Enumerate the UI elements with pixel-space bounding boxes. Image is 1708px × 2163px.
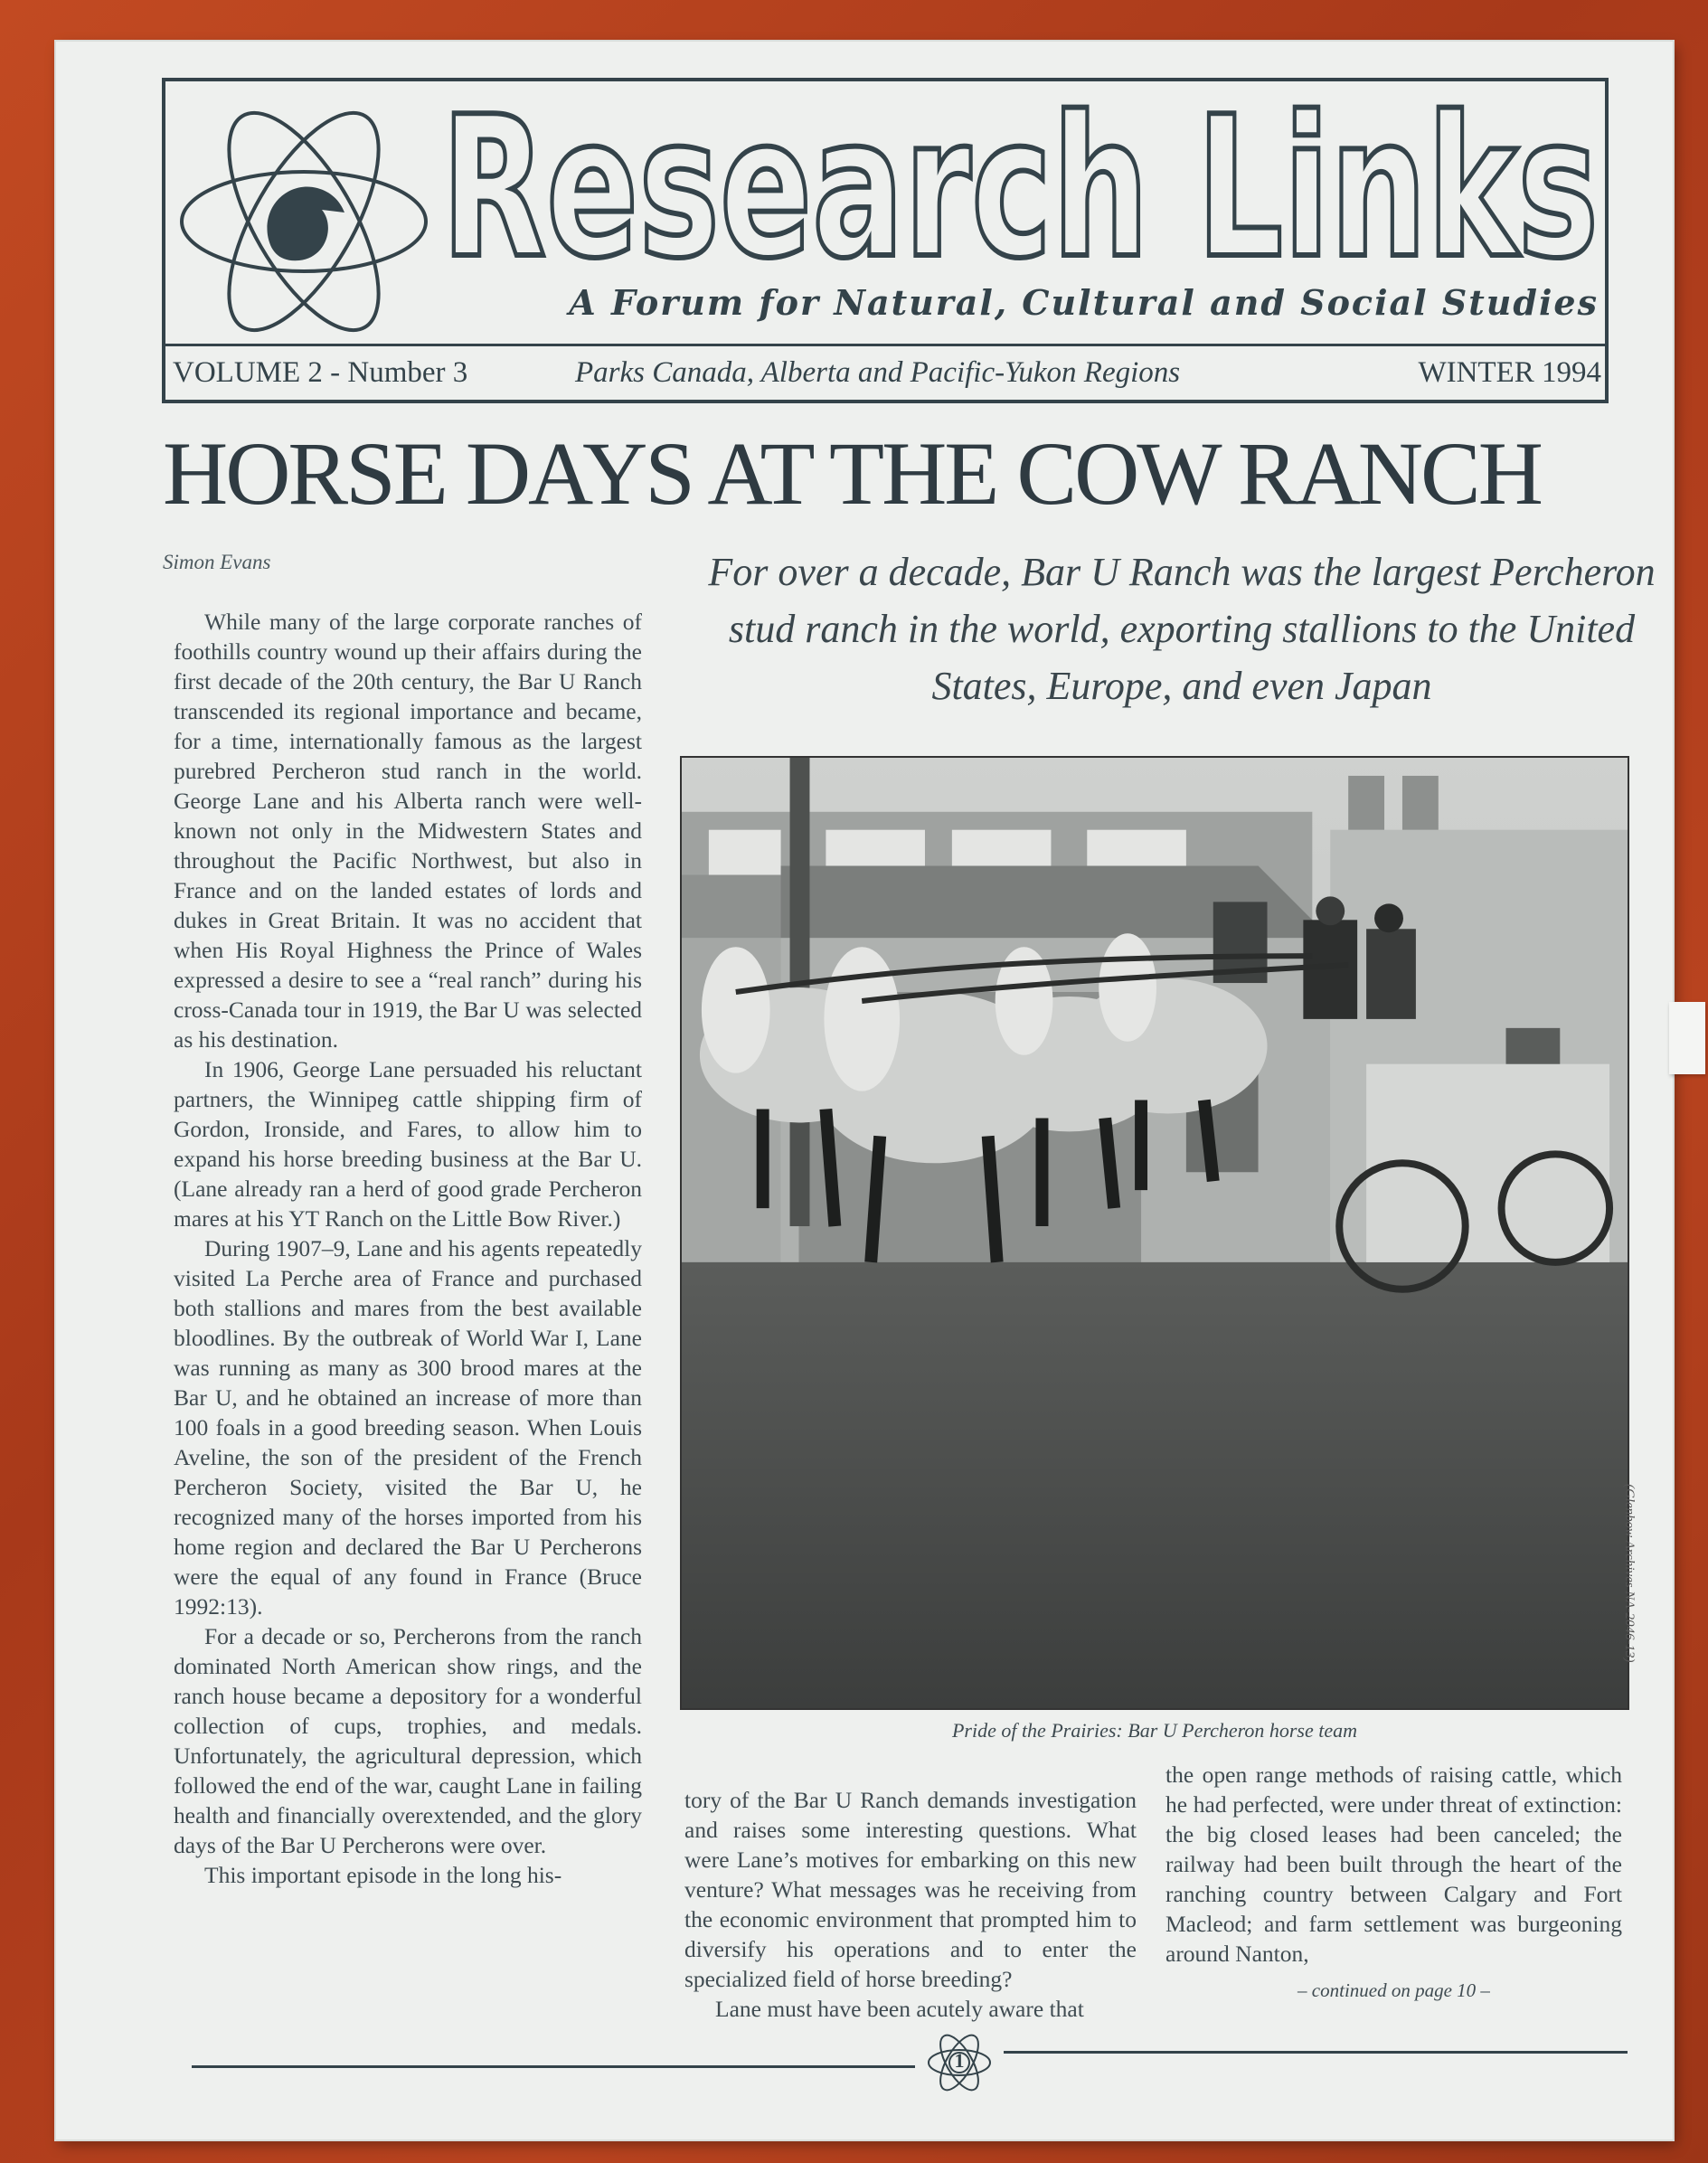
paragraph: Lane must have been acutely aware that (715, 1996, 1084, 2022)
horse-team-photo (682, 758, 1628, 1708)
svg-text:Research Links: Research Links (441, 83, 1599, 291)
paper-tab (1669, 1002, 1705, 1074)
masthead-divider (165, 344, 1605, 346)
paragraph: tory of the Bar U Ranch demands investigation and raises some interesting questions. What were Lane’s motives for embarking on this new venture? What messages was he receiving from the economic environment that prompted him to diversify his operations and to enter the specialized field of horse breeding? (684, 1787, 1137, 1992)
paragraph: In 1906, George Lane persuaded his reluctant partners, the Winnipeg cattle shipping firm of Gordon, Ironside, and Fares, to allow him to expand his horse breeding business at the Bar U. (Lane already ran a herd of good grade Percheron mares at his YT Ranch on the Little Bow River.) (174, 1056, 642, 1232)
paragraph: While many of the large corporate ranches of foothills country wound up their affairs during the first decade of the 20th century, the Bar U Ranch transcended its regional importance and became, for a time, internationally famous as the largest purebred Percheron stud ranch in the world. George Lane and his Alberta ranch were well-known not only in the Midwestern States and throughout the Pacific Northwest, but also in France and on the landed estates of lords and dukes in Great Britain. It was no accident that when His Royal Highness the Prince of Wales expressed a desire to see a “real ranch” during his cross-Canada tour in 1919, the Bar U was selected as his destination. (174, 609, 642, 1053)
masthead-tagline: A Forum for Natural, Cultural and Social Studies (569, 282, 1599, 323)
article-deck: For over a decade, Bar U Ranch was the largest Percheron stud ranch in the world, exporting stallions to the United States, Europe, and even Japan (708, 550, 1656, 708)
footer-rule (1004, 2051, 1628, 2054)
masthead (162, 78, 1609, 403)
page-number: 1 (954, 2049, 965, 2072)
continued-link[interactable]: – continued on page 10 – (1298, 1979, 1490, 2001)
article-byline: Simon Evans (163, 551, 271, 573)
issue-volume: VOLUME 2 - Number 3 (173, 356, 468, 389)
article-headline: HORSE DAYS AT THE COW RANCH (163, 423, 1541, 524)
issue-line (173, 351, 1601, 396)
photo-credit: (Glenbow Archives NA-2046-13) (1622, 1484, 1637, 1663)
atom-orbit-logo-icon (173, 90, 435, 353)
article-photo (680, 756, 1629, 1710)
paragraph: During 1907–9, Lane and his agents repeatedly visited La Perche area of France and purchased both stallions and mares from the best available bloodlines. By the outbreak of World War I, Lane was running as many as 300 brood mares at the Bar U, and he obtained an increase of more than 100 foals in a good breeding season. When Louis Aveline, the son of the president of the French Percheron Society, visited the Bar U, he recognized many of the horses imported from his home region and declared the Bar U Percherons were the equal of any found in France (Bruce 1992:13). (174, 1235, 642, 1620)
issue-date: WINTER 1994 (1418, 356, 1601, 389)
page-content (56, 42, 1673, 2139)
issue-organization: Parks Canada, Alberta and Pacific-Yukon Regions (575, 356, 1181, 389)
photo-caption: Pride of the Prairies: Bar U Percheron horse team (951, 1719, 1358, 1742)
paragraph: For a decade or so, Percherons from the ranch dominated North American show rings, and the ranch house became a depository for a wonderful collection of cups, trophies, and medals. Unfortunately, the agricultural depression, which followed the end of the war, caught Lane in failing health and financially overextended, and the glory days of the Bar U Percherons were over. (174, 1623, 642, 1858)
footer-rule (192, 2065, 915, 2068)
article-column-left (174, 607, 642, 1890)
paragraph: This important episode in the long his- (204, 1862, 562, 1888)
masthead-title (441, 83, 1608, 291)
paragraph: the open range methods of raising cattle, which he had perfected, were under threat of extinction: the big closed leases had been canceled; the railway had been built through the heart of the ranching country between Calgary and Fort Macleod; and farm settlement was burgeoning around Nanton, (1165, 1762, 1622, 1967)
article-column-middle (684, 1785, 1137, 2024)
article-column-right (1165, 1760, 1622, 2006)
